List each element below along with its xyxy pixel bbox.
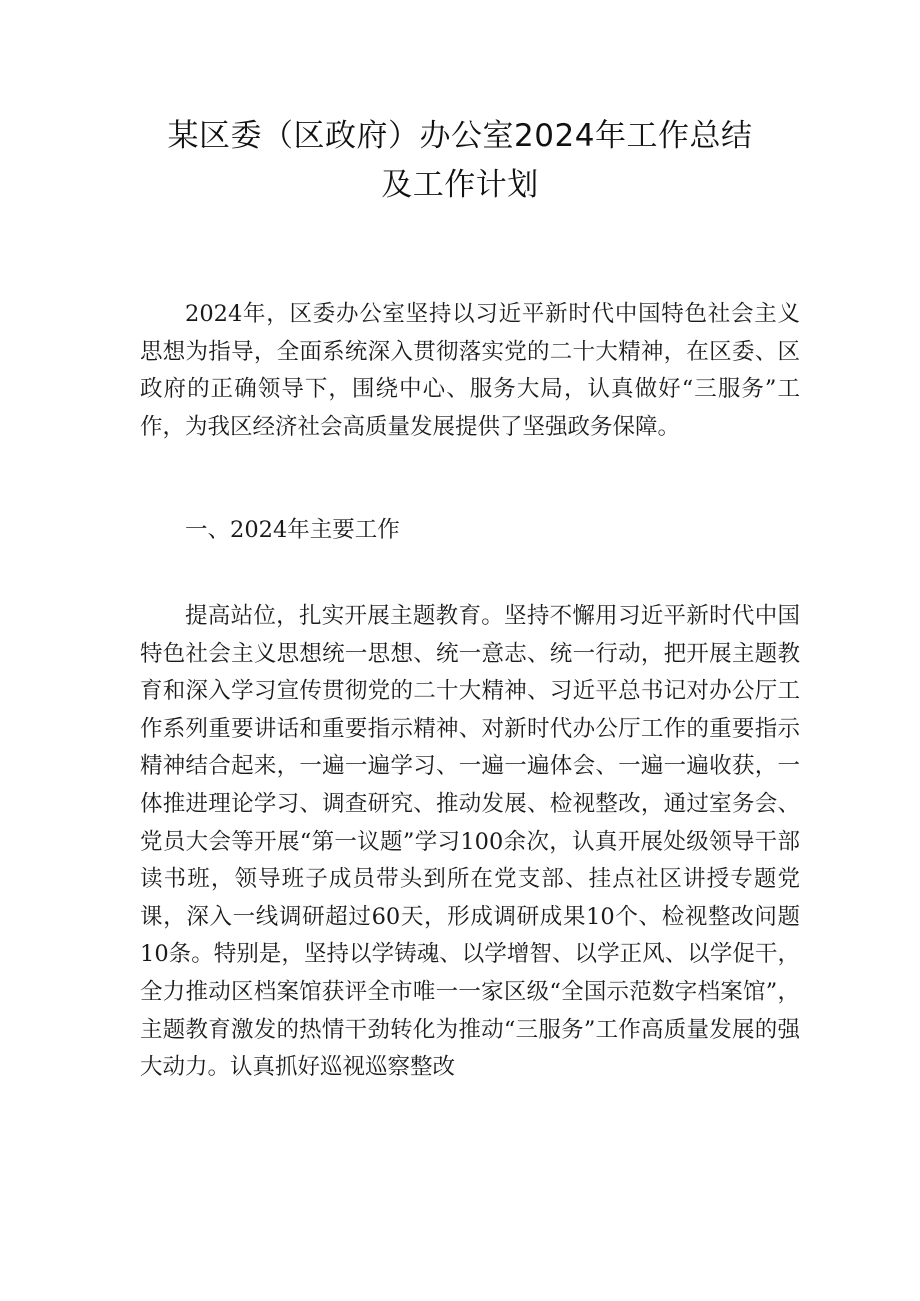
document-title	[0, 112, 920, 210]
intro-paragraph: 2024年，区委办公室坚持以习近平新时代中国特色社会主义思想为指导，全面系统深入贯彻落实党的二十大精神，在区委、区政府的正确领导下，围绕中心、服务大局，认真做好“三服务”工作，为我区经济社会高质量发展提供了坚强政务保障。	[140, 301, 800, 440]
title-line-1: 某区委（区政府）办公室2024年工作总结	[167, 118, 753, 154]
section-heading: 一、2024年主要工作	[185, 517, 400, 543]
body-paragraph: 提高站位，扎实开展主题教育。坚持不懈用习近平新时代中国特色社会主义思想统一思想、统一意志、统一行动，把开展主题教育和深入学习宣传贯彻党的二十大精神、习近平总书记对办公厅工作系列重要讲话和重要指示精神、对新时代办公厅工作的重要指示精神结合起来，一遍一遍学习、一遍一遍体会、一遍一遍收获，一体推进理论学习、调查研究、推动发展、检视整改，通过室务会、党员大会等开展“第一议题”学习100余次，认真开展处级领导干部读书班，领导班子成员带头到所在党支部、挂点社区讲授专题党课，深入一线调研超过60天，形成调研成果10个、检视整改问题10条。特别是，坚持以学铸魂、以学增智、以学正风、以学促干，全力推动区档案馆获评全市唯一一家区级“全国示范数字档案馆”，主题教育激发的热情干劲转化为推动“三服务”工作高质量发展的强大动力。认真抓好巡视巡察整改	[140, 603, 800, 1081]
title-line-2: 及工作计划	[381, 167, 539, 203]
